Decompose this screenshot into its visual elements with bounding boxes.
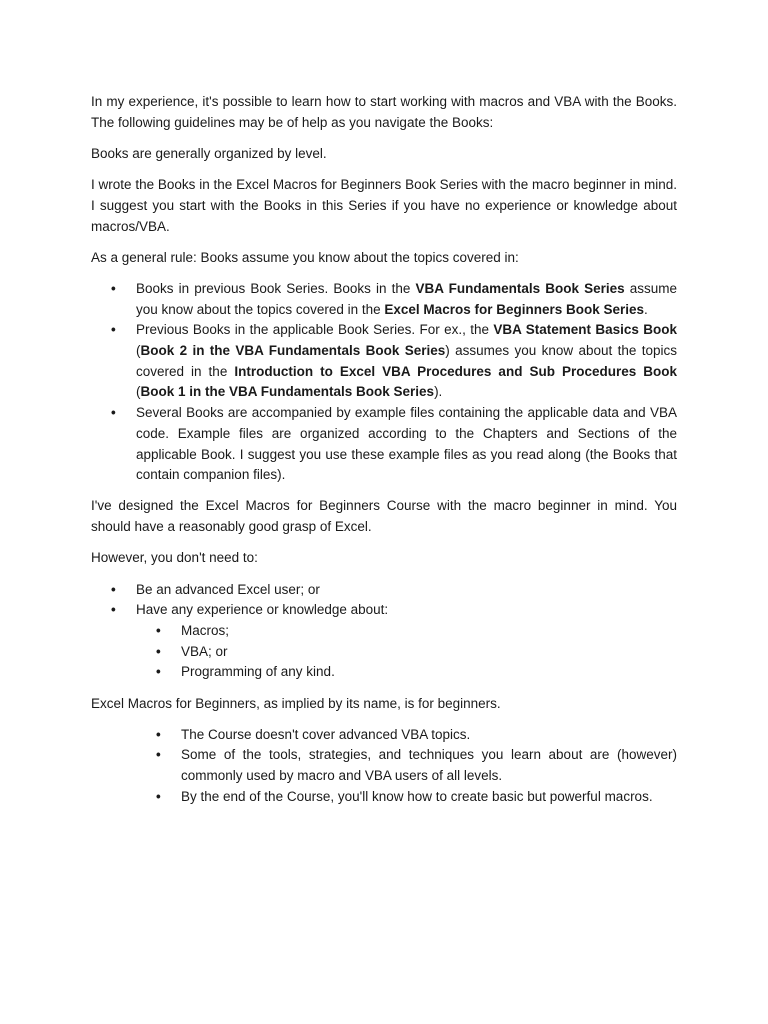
sub-list-item: • Programming of any kind. <box>136 662 677 683</box>
paragraph-course: I've designed the Excel Macros for Beginners Course with the macro beginner in mind. You should have a reasonably good grasp of Excel. <box>91 498 677 535</box>
sub-list-item: • VBA; or <box>136 642 677 663</box>
item-text: Books in previous Book Series. Books in the <box>136 280 416 296</box>
item-bold: VBA Statement Basics Book <box>493 322 677 338</box>
item-text: Have any experience or knowledge about: <box>136 602 389 618</box>
course-notes-list <box>91 725 677 808</box>
requirements-list <box>91 580 677 684</box>
item-text: ( <box>136 384 141 400</box>
list-item: • Be an advanced Excel user; or <box>91 580 677 601</box>
paragraph-beginners: Excel Macros for Beginners, as implied by its name, is for beginners. <box>91 695 501 711</box>
list-item <box>91 279 677 320</box>
paragraph-levels: Books are generally organized by level. <box>91 145 327 161</box>
paragraph-beginner-series: I wrote the Books in the Excel Macros for Beginners Book Series with the macro beginner in mind. I suggest you start with the Books in this Series if you have no experience or knowledge about macros/VBA. <box>91 177 677 234</box>
item-text: . <box>644 301 648 317</box>
item-bold: Excel Macros for Beginners Book Series <box>384 301 645 317</box>
assumptions-list <box>91 279 677 486</box>
list-item: • The Course doesn't cover advanced VBA topics. <box>91 725 677 746</box>
item-text: assume you know about the topics covered in the <box>136 280 677 317</box>
item-bold: Book 1 in the VBA Fundamentals Book Series <box>140 384 435 400</box>
list-item: • By the end of the Course, you'll know how to create basic but powerful macros. <box>91 787 677 808</box>
list-item <box>91 320 677 403</box>
item-text: Previous Books in the applicable Book Series. For ex., the <box>136 322 494 338</box>
sub-list-item: • Macros; <box>136 621 677 642</box>
sub-list <box>136 621 677 683</box>
list-item: • Several Books are accompanied by example files containing the applicable data and VBA code. Example files are organized according to the Chapters and Sections of the applicable Book. I suggest you use these example files as you read along (the Books that contain companion files). <box>91 403 677 486</box>
document-page <box>91 92 677 818</box>
list-item: • Some of the tools, strategies, and techniques you learn about are (however) commonly used by macro and VBA users of all levels. <box>91 745 677 786</box>
paragraph-intro: In my experience, it's possible to learn how to start working with macros and VBA with the Books. The following guidelines may be of help as you navigate the Books: <box>91 94 677 130</box>
item-text: ( <box>136 343 141 359</box>
item-bold: Book 2 in the VBA Fundamentals Book Series <box>140 343 446 359</box>
item-bold: Introduction to Excel VBA Procedures and Sub Procedures Book <box>234 363 677 379</box>
item-text: ) assumes you know about the topics covered in the <box>136 343 678 379</box>
item-text: ). <box>434 384 443 400</box>
paragraph-general-rule: As a general rule: Books assume you know about the topics covered in: <box>91 249 519 265</box>
paragraph-dont-need: However, you don't need to: <box>91 550 258 566</box>
item-bold: VBA Fundamentals Book Series <box>415 280 625 296</box>
list-item <box>91 600 677 683</box>
